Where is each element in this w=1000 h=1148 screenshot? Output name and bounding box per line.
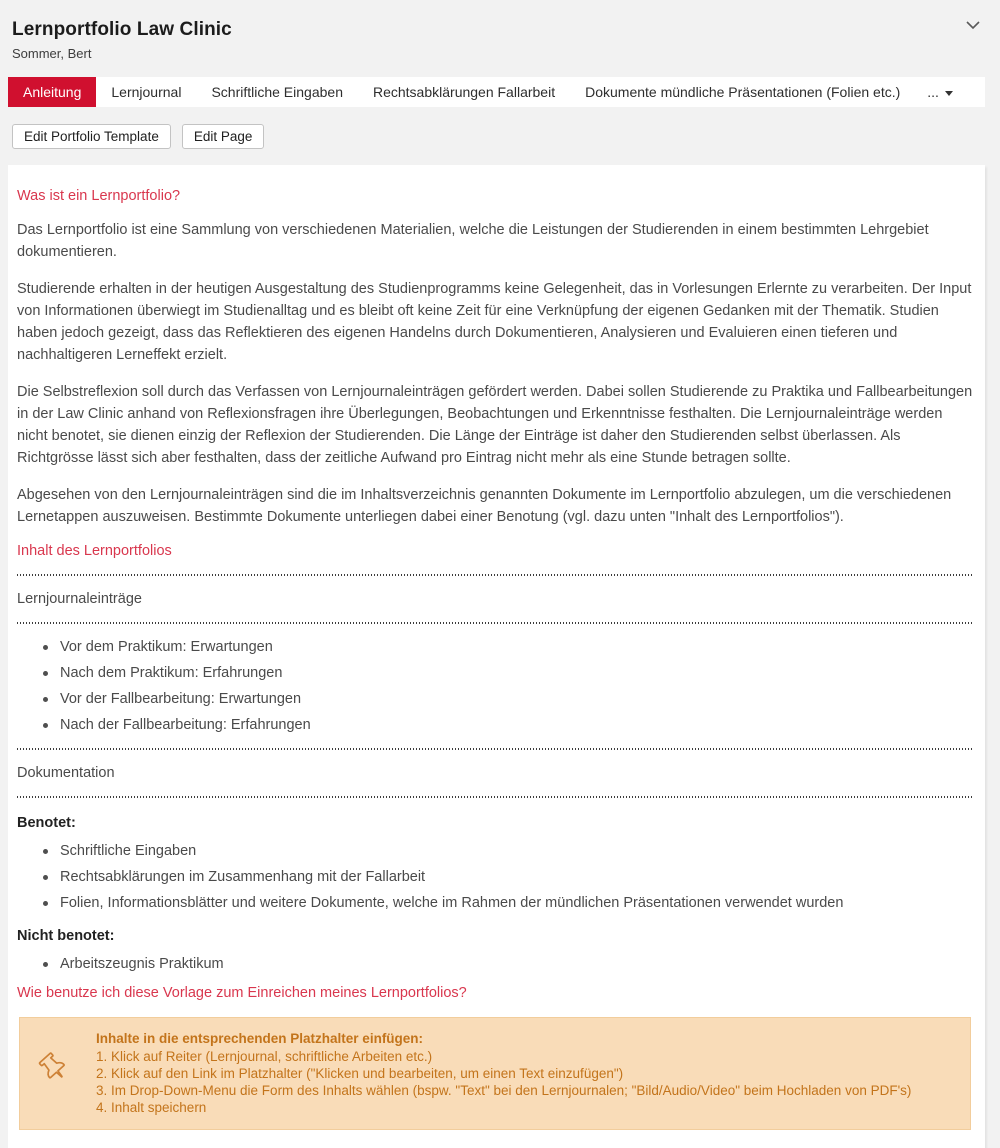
list-item: Nach der Fallbearbeitung: Erfahrungen bbox=[43, 717, 973, 733]
tab-bar bbox=[8, 77, 985, 107]
tab-rechtsabklaerungen-fallarbeit[interactable]: Rechtsabklärungen Fallarbeit bbox=[372, 84, 556, 100]
page-title: Lernportfolio Law Clinic bbox=[12, 19, 232, 40]
chevron-down-icon[interactable] bbox=[965, 20, 981, 30]
link-was-ist-ein-lernportfolio[interactable]: Was ist ein Lernportfolio? bbox=[17, 188, 181, 204]
list-item: Arbeitszeugnis Praktikum bbox=[43, 956, 973, 972]
tab-dokumente-praesentationen[interactable]: Dokumente mündliche Präsentationen (Folien etc.) bbox=[585, 84, 901, 100]
edit-page-button[interactable]: Edit Page bbox=[182, 124, 265, 149]
note-step: 3. Im Drop-Down-Menu die Form des Inhalts wählen (bspw. "Text" bei den Lernjournalen; "Bild/Audio/Video" beim Hochladen von PDF's) bbox=[96, 1083, 912, 1099]
paragraph-definition: Das Lernportfolio ist eine Sammlung von verschiedenen Materialien, welche die Leistungen der Studierenden in einem bestimmten Lehrgebiet dokumentieren. bbox=[17, 222, 929, 261]
label-benotet: Benotet: bbox=[17, 815, 76, 832]
tab-more-dropdown[interactable] bbox=[915, 77, 965, 107]
note-step: 2. Klick auf den Link im Platzhalter ("Klicken und bearbeiten, um einen Text einzufügen") bbox=[96, 1066, 624, 1082]
pushpin-icon bbox=[36, 1050, 72, 1086]
dotted-separator bbox=[17, 574, 973, 576]
graded-list bbox=[17, 843, 973, 911]
note-heading: Inhalte in die entsprechenden Platzhalter einfügen: bbox=[96, 1031, 424, 1047]
tab-schriftliche-eingaben[interactable]: Schriftliche Eingaben bbox=[211, 84, 343, 100]
note-step: 1. Klick auf Reiter (Lernjournal, schriftliche Arbeiten etc.) bbox=[96, 1049, 433, 1065]
action-bar bbox=[12, 124, 988, 149]
paragraph-dokumente: Abgesehen von den Lernjournaleinträgen sind die im Inhaltsverzeichnis genannten Dokumente im Lernportfolio abzulegen, um die verschiedenen Lernetappen auszuweisen. Bestimmte Dokumente unterliegen dabei einer Benotung (vgl. dazu unten "Inhalt des Lernportfolios"). bbox=[17, 487, 952, 526]
tab-more-label: ... bbox=[927, 84, 939, 100]
instruction-note bbox=[19, 1017, 971, 1130]
list-item: Nach dem Praktikum: Erfahrungen bbox=[43, 665, 973, 681]
dotted-separator bbox=[17, 622, 973, 624]
edit-portfolio-template-button[interactable]: Edit Portfolio Template bbox=[12, 124, 171, 149]
label-nicht-benotet: Nicht benotet: bbox=[17, 928, 115, 945]
journal-list bbox=[17, 639, 973, 733]
page-author: Sommer, Bert bbox=[12, 46, 92, 61]
paragraph-selbstreflexion: Die Selbstreflexion soll durch das Verfassen von Lernjournaleinträgen gefördert werden. Dabei sollen Studierende zu Praktika und Fallbearbeitungen in der Law Clinic anhand von Reflexionsfragen ihre Überlegungen, Beobachtungen und Erkenntnisse festhalten. Die Lernjournaleinträge werden nicht benotet, sie dienen einzig der Reflexion der Studierenden. Die Länge der Einträge ist daher den Studierenden selbst überlassen. Als Richtgrösse lässt sich aber festhalten, dass der zeitliche Aufwand pro Eintrag nicht mehr als eine Stunde betragen sollte. bbox=[17, 384, 973, 467]
dotted-separator bbox=[17, 748, 973, 750]
paragraph-motivation: Studierende erhalten in der heutigen Ausgestaltung des Studienprogramms keine Gelegenheit, das in Vorlesungen Erlernte zu verarbeiten. Der Input von Informationen überwiegt im Studienalltag und es bleibt oft keine Zeit für eine Verknüpfung der eigenen Gedanken mit der Thematik. Studien haben jedoch gezeigt, dass das Reflektieren des eigenen Handelns durch Dokumentieren, Analysieren und Evaluieren einen tieferen und nachhaltigeren Lerneffekt erzielt. bbox=[17, 281, 972, 364]
link-inhalt-des-lernportfolios[interactable]: Inhalt des Lernportfolios bbox=[17, 543, 172, 560]
section-lernjournaleintraege: Lernjournaleinträge bbox=[17, 591, 142, 608]
list-item: Vor der Fallbearbeitung: Erwartungen bbox=[43, 691, 973, 707]
section-dokumentation: Dokumentation bbox=[17, 765, 115, 782]
link-wie-benutze-ich-diese-vorlage[interactable]: Wie benutze ich diese Vorlage zum Einreichen meines Lernportfolios? bbox=[17, 985, 467, 1002]
list-item: Schriftliche Eingaben bbox=[43, 843, 973, 859]
tab-anleitung[interactable]: Anleitung bbox=[8, 77, 96, 107]
note-step: 4. Inhalt speichern bbox=[96, 1100, 207, 1116]
caret-down-icon bbox=[945, 91, 953, 96]
list-item: Folien, Informationsblätter und weitere Dokumente, welche im Rahmen der mündlichen Präsentationen verwendet wurden bbox=[43, 895, 973, 911]
list-item: Rechtsabklärungen im Zusammenhang mit der Fallarbeit bbox=[43, 869, 973, 885]
page-header bbox=[0, 0, 1000, 61]
list-item: Vor dem Praktikum: Erwartungen bbox=[43, 639, 973, 655]
ungraded-list bbox=[17, 956, 973, 972]
content-card bbox=[8, 165, 985, 1148]
tab-lernjournal[interactable]: Lernjournal bbox=[111, 84, 182, 100]
dotted-separator bbox=[17, 796, 973, 798]
